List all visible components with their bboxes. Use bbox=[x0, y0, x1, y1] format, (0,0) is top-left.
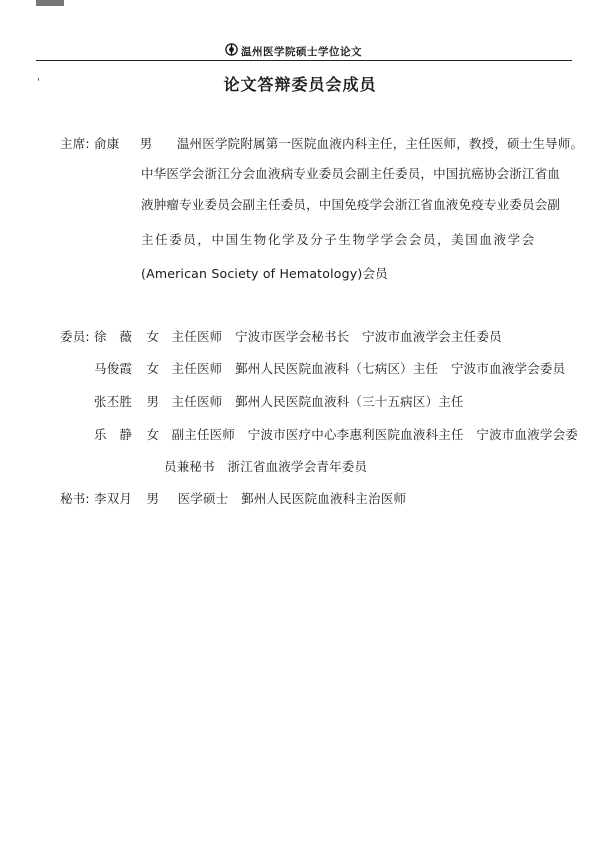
members-label: 委员: bbox=[60, 329, 90, 344]
member-desc-continuation: 员兼秘书 浙江省血液学会青年委员 bbox=[164, 459, 368, 474]
chair-desc-line: (American Society of Hematology)会员 bbox=[141, 266, 388, 281]
chair-desc-line: 温州医学院附属第一医院血液内科主任，主任医师，教授，硕士生导师。 bbox=[176, 136, 584, 151]
member-desc: 副主任医师 宁波市医疗中心李惠利医院血液科主任 宁波市血液学会委 bbox=[171, 427, 578, 442]
stray-mark: ' bbox=[37, 77, 40, 88]
member-gender: 女 bbox=[146, 361, 160, 376]
member-row bbox=[94, 392, 464, 410]
secretary-desc: 医学硕士 鄞州人民医院血液科主治医师 bbox=[177, 491, 407, 506]
chair-row bbox=[60, 134, 583, 152]
page-header bbox=[36, 44, 572, 61]
page-title: 论文答辩委员会成员 bbox=[223, 75, 377, 94]
university-emblem-icon bbox=[225, 43, 238, 56]
header-text: 温州医学院硕士学位论文 bbox=[241, 46, 362, 58]
member-desc: 主任医师 宁波市医学会秘书长 宁波市血液学会主任委员 bbox=[171, 329, 502, 344]
member-row bbox=[94, 425, 578, 443]
member-desc: 主任医师 鄞州人民医院血液科（三十五病区）主任 bbox=[171, 394, 464, 409]
chair-name: 俞康 bbox=[94, 136, 120, 151]
member-name: 马俊霞 bbox=[94, 361, 133, 376]
chair-gender: 男 bbox=[139, 136, 153, 151]
member-desc: 主任医师 鄞州人民医院血液科（七病区）主任 宁波市血液学会委员 bbox=[171, 361, 566, 376]
header-title-wrap bbox=[241, 44, 362, 59]
member-name: 张丕胜 bbox=[94, 394, 133, 409]
member-gender: 女 bbox=[146, 329, 160, 344]
member-row bbox=[94, 359, 565, 377]
member-gender: 女 bbox=[146, 427, 160, 442]
member-row bbox=[60, 327, 502, 345]
member-name: 乐 静 bbox=[94, 427, 133, 442]
chair-desc-line: 中华医学会浙江分会血液病专业委员会副主任委员，中国抗癌协会浙江省血 bbox=[141, 166, 561, 181]
scan-mark bbox=[36, 0, 64, 6]
secretary-name: 李双月 bbox=[94, 491, 133, 506]
chair-label: 主席: bbox=[60, 136, 90, 151]
member-name: 徐 薇 bbox=[94, 329, 133, 344]
secretary-gender: 男 bbox=[146, 491, 160, 506]
chair-desc-line: 主任委员，中国生物化学及分子生物学学会会员，美国血液学会 bbox=[141, 232, 536, 247]
chair-desc-line: 液肿瘤专业委员会副主任委员，中国免疫学会浙江省血液免疫专业委员会副 bbox=[141, 197, 561, 212]
secretary-row bbox=[60, 489, 406, 507]
member-gender: 男 bbox=[146, 394, 160, 409]
secretary-label: 秘书: bbox=[60, 491, 90, 506]
